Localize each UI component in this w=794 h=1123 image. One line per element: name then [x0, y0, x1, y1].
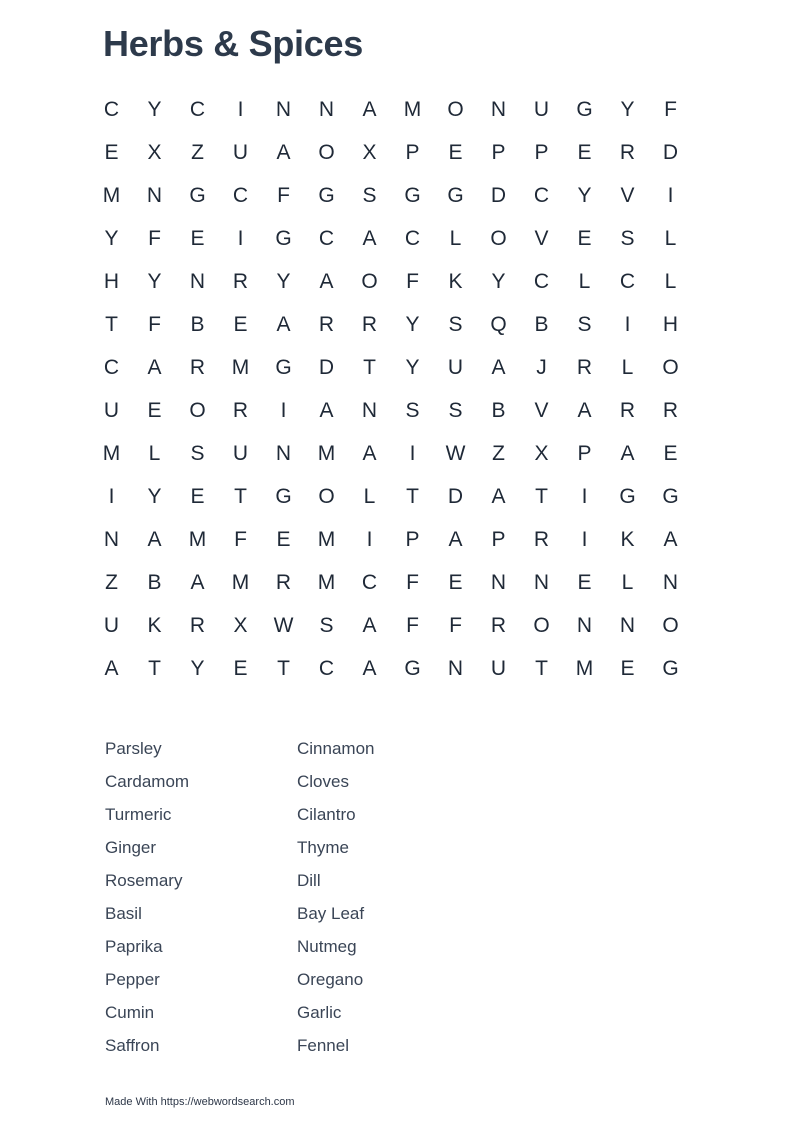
grid-letter: K	[448, 269, 463, 293]
grid-letter: M	[317, 527, 336, 551]
grid-row	[90, 260, 692, 303]
grid-letter: D	[318, 355, 335, 379]
word-list-item: Fennel	[297, 1036, 349, 1055]
grid-letter: P	[534, 140, 549, 164]
grid-letter: P	[577, 441, 592, 465]
grid-letter: P	[491, 140, 506, 164]
grid-letter: N	[318, 97, 335, 121]
word-list-column-2	[297, 732, 489, 1062]
grid-letter: R	[662, 398, 679, 422]
page-title: Herbs & Spices	[103, 23, 363, 64]
grid-letter: M	[231, 570, 250, 594]
grid-letter: F	[406, 613, 419, 637]
grid-letter: A	[147, 355, 162, 379]
grid-letter: D	[490, 183, 507, 207]
grid-letter: R	[189, 355, 206, 379]
grid-row	[90, 303, 692, 346]
grid-letter: T	[105, 312, 118, 336]
grid-row	[90, 88, 692, 131]
grid-letter: Y	[190, 656, 205, 680]
grid-letter: F	[277, 183, 290, 207]
grid-letter: A	[620, 441, 635, 465]
grid-letter: A	[319, 398, 334, 422]
word-list-item: Paprika	[105, 937, 163, 956]
grid-letter: N	[275, 441, 292, 465]
grid-letter: E	[448, 140, 463, 164]
grid-letter: O	[318, 140, 335, 164]
grid-letter: G	[318, 183, 335, 207]
grid-letter: Z	[492, 441, 505, 465]
grid-letter: A	[491, 484, 506, 508]
grid-letter: N	[490, 570, 507, 594]
grid-letter: P	[405, 140, 420, 164]
grid-letter: F	[406, 570, 419, 594]
grid-letter: L	[664, 226, 677, 250]
grid-letter: B	[147, 570, 162, 594]
grid-letter: V	[620, 183, 635, 207]
grid-letter: C	[361, 570, 378, 594]
grid-row	[90, 604, 692, 647]
grid-letter: A	[491, 355, 506, 379]
grid-letter: R	[232, 269, 249, 293]
word-list-item: Parsley	[105, 739, 162, 758]
grid-letter: V	[534, 226, 549, 250]
grid-letter: I	[237, 97, 244, 121]
grid-letter: D	[662, 140, 679, 164]
grid-letter: G	[189, 183, 206, 207]
grid-letter: X	[233, 613, 248, 637]
grid-letter: F	[148, 312, 161, 336]
grid-letter: Y	[620, 97, 635, 121]
grid-letter: J	[536, 355, 547, 379]
grid-letter: O	[662, 613, 679, 637]
grid-letter: T	[277, 656, 290, 680]
grid-letter: U	[490, 656, 507, 680]
grid-letter: E	[577, 226, 592, 250]
grid-letter: I	[237, 226, 244, 250]
grid-letter: A	[147, 527, 162, 551]
grid-letter: E	[190, 484, 205, 508]
grid-letter: E	[147, 398, 162, 422]
grid-letter: L	[621, 355, 634, 379]
grid-letter: S	[190, 441, 205, 465]
grid-letter: N	[275, 97, 292, 121]
grid-letter: G	[404, 183, 421, 207]
grid-letter: U	[232, 140, 249, 164]
grid-letter: U	[232, 441, 249, 465]
grid-row	[90, 174, 692, 217]
grid-letter: L	[664, 269, 677, 293]
grid-letter: A	[190, 570, 205, 594]
grid-letter: O	[447, 97, 464, 121]
letter-grid	[90, 88, 692, 690]
grid-letter: Y	[577, 183, 592, 207]
word-list-item: Pepper	[105, 970, 160, 989]
grid-letter: F	[664, 97, 677, 121]
grid-letter: I	[409, 441, 416, 465]
grid-letter: A	[362, 226, 377, 250]
grid-letter: A	[104, 656, 119, 680]
word-list-item: Cilantro	[297, 805, 356, 824]
grid-letter: L	[621, 570, 634, 594]
grid-letter: F	[148, 226, 161, 250]
grid-letter: L	[363, 484, 376, 508]
grid-letter: C	[232, 183, 249, 207]
grid-letter: E	[104, 140, 119, 164]
grid-letter: I	[667, 183, 674, 207]
grid-letter: T	[535, 656, 548, 680]
grid-letter: V	[534, 398, 549, 422]
grid-letter: N	[576, 613, 593, 637]
grid-letter: S	[620, 226, 635, 250]
grid-letter: M	[188, 527, 207, 551]
grid-letter: T	[406, 484, 419, 508]
grid-letter: E	[233, 656, 248, 680]
word-list-item: Dill	[297, 871, 321, 890]
grid-letter: B	[491, 398, 506, 422]
grid-letter: F	[449, 613, 462, 637]
grid-letter: L	[578, 269, 591, 293]
word-list-item: Bay Leaf	[297, 904, 365, 923]
grid-letter: G	[576, 97, 593, 121]
grid-letter: E	[577, 140, 592, 164]
word-list-item: Thyme	[297, 838, 349, 857]
grid-letter: I	[108, 484, 115, 508]
grid-letter: O	[318, 484, 335, 508]
grid-letter: Y	[405, 355, 420, 379]
grid-letter: Y	[147, 269, 162, 293]
grid-letter: N	[662, 570, 679, 594]
grid-letter: Q	[490, 312, 507, 336]
grid-letter: C	[619, 269, 636, 293]
grid-letter: Y	[405, 312, 420, 336]
grid-letter: B	[534, 312, 549, 336]
grid-letter: I	[366, 527, 373, 551]
grid-letter: X	[534, 441, 549, 465]
grid-letter: Y	[276, 269, 291, 293]
grid-letter: Z	[191, 140, 204, 164]
grid-letter: T	[234, 484, 247, 508]
grid-letter: G	[275, 355, 292, 379]
grid-letter: N	[533, 570, 550, 594]
grid-letter: A	[362, 656, 377, 680]
grid-letter: S	[448, 398, 463, 422]
grid-row	[90, 432, 692, 475]
grid-letter: L	[148, 441, 161, 465]
word-list	[105, 732, 489, 1062]
grid-letter: I	[280, 398, 287, 422]
grid-letter: G	[404, 656, 421, 680]
grid-letter: O	[533, 613, 550, 637]
grid-letter: N	[490, 97, 507, 121]
grid-letter: C	[318, 226, 335, 250]
grid-letter: O	[662, 355, 679, 379]
grid-letter: L	[449, 226, 462, 250]
grid-letter: F	[234, 527, 247, 551]
grid-letter: G	[275, 226, 292, 250]
word-list-item: Cinnamon	[297, 739, 375, 758]
grid-letter: T	[148, 656, 161, 680]
grid-letter: N	[447, 656, 464, 680]
grid-letter: C	[404, 226, 421, 250]
grid-letter: N	[146, 183, 163, 207]
grid-letter: R	[361, 312, 378, 336]
grid-letter: I	[624, 312, 631, 336]
grid-letter: T	[535, 484, 548, 508]
grid-row	[90, 131, 692, 174]
grid-row	[90, 389, 692, 432]
grid-letter: F	[406, 269, 419, 293]
grid-letter: G	[619, 484, 636, 508]
grid-letter: H	[662, 312, 679, 336]
grid-letter: E	[190, 226, 205, 250]
grid-letter: S	[362, 183, 377, 207]
grid-letter: Z	[105, 570, 118, 594]
grid-letter: H	[103, 269, 120, 293]
grid-letter: U	[447, 355, 464, 379]
grid-letter: O	[490, 226, 507, 250]
grid-letter: N	[361, 398, 378, 422]
grid-letter: R	[232, 398, 249, 422]
grid-letter: Y	[104, 226, 119, 250]
grid-letter: R	[576, 355, 593, 379]
grid-letter: X	[147, 140, 162, 164]
grid-letter: R	[533, 527, 550, 551]
grid-letter: R	[275, 570, 292, 594]
grid-letter: C	[189, 97, 206, 121]
grid-letter: E	[663, 441, 678, 465]
word-list-item: Cloves	[297, 772, 349, 791]
word-list-column-1	[105, 732, 297, 1062]
grid-letter: T	[363, 355, 376, 379]
grid-letter: S	[577, 312, 592, 336]
grid-letter: A	[276, 140, 291, 164]
grid-letter: E	[620, 656, 635, 680]
grid-letter: R	[318, 312, 335, 336]
grid-letter: S	[448, 312, 463, 336]
word-list-item: Basil	[105, 904, 142, 923]
grid-letter: C	[318, 656, 335, 680]
grid-letter: Y	[147, 97, 162, 121]
word-list-item: Nutmeg	[297, 937, 357, 956]
grid-letter: P	[405, 527, 420, 551]
grid-row	[90, 217, 692, 260]
grid-letter: A	[448, 527, 463, 551]
grid-letter: E	[448, 570, 463, 594]
word-list-item: Cumin	[105, 1003, 155, 1022]
grid-letter: K	[147, 613, 162, 637]
word-list-item: Rosemary	[105, 871, 183, 890]
grid-letter: C	[103, 355, 120, 379]
grid-row	[90, 346, 692, 389]
grid-letter: D	[447, 484, 464, 508]
grid-letter: A	[319, 269, 334, 293]
grid-letter: W	[273, 613, 294, 637]
grid-letter: W	[445, 441, 466, 465]
grid-letter: M	[403, 97, 422, 121]
grid-letter: U	[533, 97, 550, 121]
grid-letter: N	[189, 269, 206, 293]
word-list-item: Ginger	[105, 838, 157, 857]
grid-letter: C	[103, 97, 120, 121]
grid-letter: C	[533, 269, 550, 293]
grid-letter: I	[581, 527, 588, 551]
footer-credit: Made With https://webwordsearch.com	[105, 1096, 295, 1108]
grid-letter: S	[319, 613, 334, 637]
grid-row	[90, 518, 692, 561]
grid-row	[90, 561, 692, 604]
grid-letter: G	[275, 484, 292, 508]
grid-letter: B	[190, 312, 205, 336]
grid-letter: O	[361, 269, 378, 293]
grid-letter: M	[102, 183, 121, 207]
grid-letter: A	[276, 312, 291, 336]
grid-letter: Y	[147, 484, 162, 508]
word-list-item: Garlic	[297, 1003, 342, 1022]
grid-letter: E	[233, 312, 248, 336]
grid-letter: I	[581, 484, 588, 508]
grid-letter: U	[103, 613, 120, 637]
grid-letter: A	[663, 527, 678, 551]
word-list-item: Turmeric	[105, 805, 172, 824]
grid-letter: P	[491, 527, 506, 551]
grid-letter: N	[619, 613, 636, 637]
grid-letter: A	[362, 613, 377, 637]
grid-letter: M	[231, 355, 250, 379]
word-list-item: Cardamom	[105, 772, 190, 791]
grid-letter: M	[317, 441, 336, 465]
grid-letter: X	[362, 140, 377, 164]
grid-letter: R	[619, 398, 636, 422]
grid-letter: M	[575, 656, 594, 680]
grid-letter: G	[662, 484, 679, 508]
grid-letter: N	[103, 527, 120, 551]
grid-letter: M	[102, 441, 121, 465]
grid-letter: K	[620, 527, 635, 551]
grid-letter: R	[619, 140, 636, 164]
grid-row	[90, 647, 692, 690]
grid-letter: E	[577, 570, 592, 594]
grid-letter: S	[405, 398, 420, 422]
grid-letter: G	[447, 183, 464, 207]
grid-row	[90, 475, 692, 518]
grid-letter: G	[662, 656, 679, 680]
word-list-item: Oregano	[297, 970, 364, 989]
grid-letter: A	[362, 97, 377, 121]
grid-letter: R	[189, 613, 206, 637]
grid-letter: A	[577, 398, 592, 422]
grid-letter: Y	[491, 269, 506, 293]
grid-letter: C	[533, 183, 550, 207]
grid-letter: O	[189, 398, 206, 422]
grid-letter: R	[490, 613, 507, 637]
grid-letter: A	[362, 441, 377, 465]
grid-letter: U	[103, 398, 120, 422]
grid-letter: E	[276, 527, 291, 551]
word-list-item: Saffron	[105, 1036, 160, 1055]
grid-letter: M	[317, 570, 336, 594]
